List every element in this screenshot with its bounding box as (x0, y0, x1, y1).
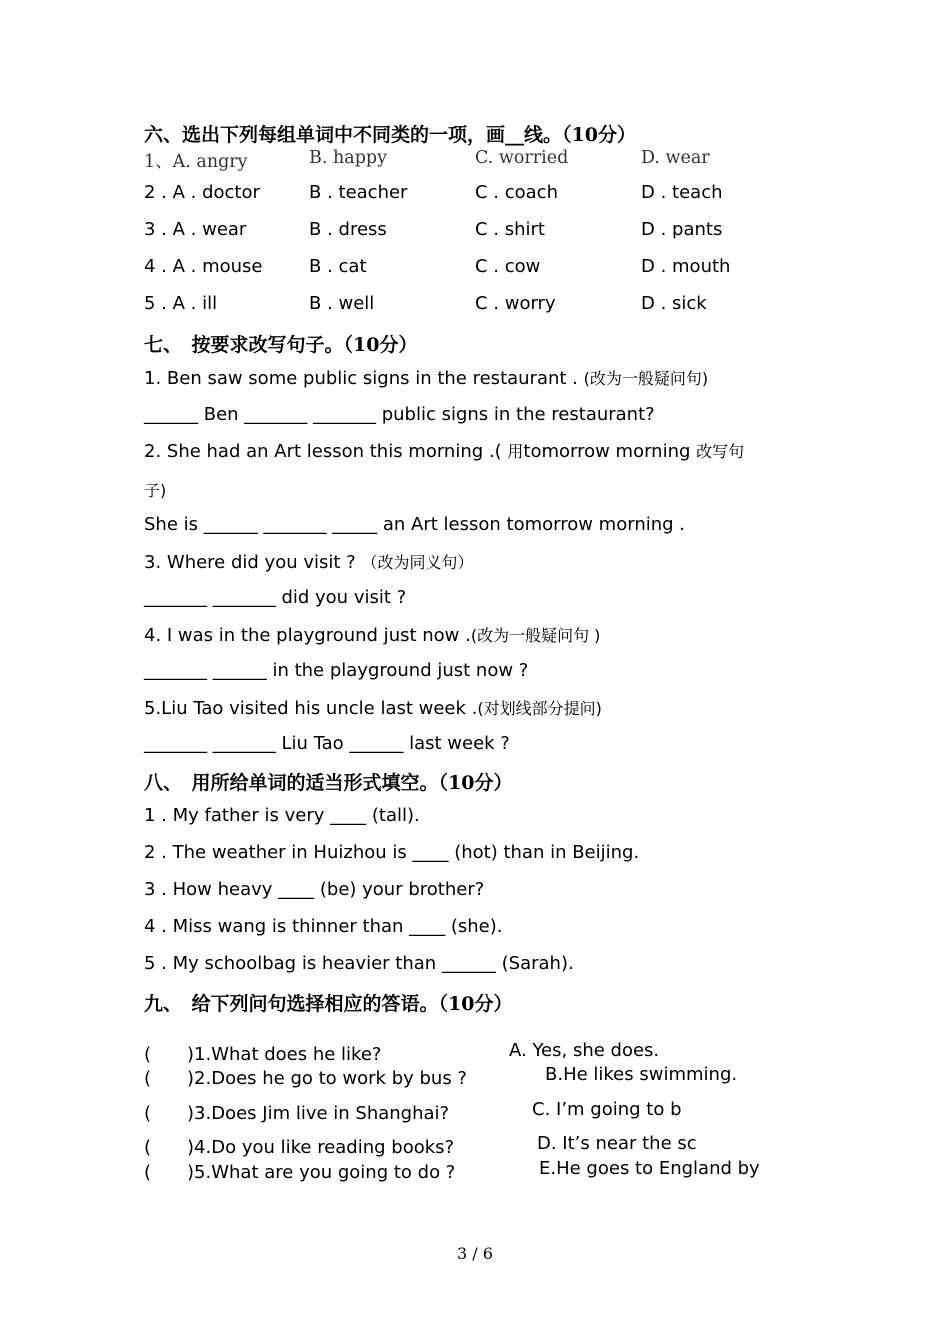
row5-option-c: C . worry (475, 293, 556, 314)
section9-question-3: ( )3.Does Jim live in Shanghai? (144, 1103, 450, 1124)
section8-item-5: 5 . My schoolbag is heavier than ______ (Sarah). (144, 953, 574, 974)
row4-option-b: B . cat (309, 256, 367, 277)
section7-answer-5: _______ _______ Liu Tao ______ last week ? (144, 733, 510, 754)
row4-option-a: 4 . A . mouse (144, 256, 263, 277)
question-3-text: 3. Where did you visit ? (144, 552, 362, 573)
section7-question-5 (144, 696, 602, 719)
section7-question-2 (144, 439, 744, 462)
section7-heading: 七、 按要求改写句子。（10分） (144, 334, 418, 356)
section8-item-4: 4 . Miss wang is thinner than ____ (she). (144, 916, 503, 937)
row3-option-b: B . dress (309, 219, 387, 240)
question-5-text: 5.Liu Tao visited his uncle last week . (144, 698, 478, 719)
row5-option-a: 5 . A . ill (144, 293, 218, 314)
row2-option-c: C . coach (475, 182, 558, 203)
row1-option-c: C. worried (475, 148, 569, 168)
question-2-note-b: 改写句 (696, 442, 745, 461)
section7-answer-3: _______ _______ did you visit ? (144, 587, 407, 608)
question-1-note: (改为一般疑问句) (583, 369, 709, 388)
row4-option-d: D . mouth (641, 256, 731, 277)
section8-item-2: 2 . The weather in Huizhou is ____ (hot) than in Beijing. (144, 842, 640, 863)
row1-option-d: D. wear (641, 148, 710, 168)
section9-answer-c: C. I’m going to b (532, 1099, 682, 1120)
section6-heading: 六、选出下列每组单词中不同类的一项，画__线。（10分） (144, 124, 636, 146)
section9-answer-e: E.He goes to England by (539, 1158, 760, 1179)
page-number: 3 / 6 (457, 1244, 493, 1263)
question-4-text: 4. I was in the playground just now . (144, 625, 471, 646)
row5-option-d: D . sick (641, 293, 707, 314)
section8-item-3: 3 . How heavy ____ (be) your brother? (144, 879, 485, 900)
question-1-text: 1. Ben saw some public signs in the restaurant . (144, 368, 584, 389)
section9-answer-d: D. It’s near the sc (537, 1133, 697, 1154)
row1-option-a: 1、A. angry (144, 152, 248, 172)
row5-option-b: B . well (309, 293, 375, 314)
section8-heading: 八、 用所给单词的适当形式填空。（10分） (144, 772, 513, 794)
section7-question-4 (144, 623, 600, 646)
section9-question-2: ( )2.Does he go to work by bus ? (144, 1068, 467, 1089)
question-4-note: (改为一般疑问句 ) (470, 626, 601, 645)
question-3-note: （改为同义句） (361, 553, 474, 572)
section9-question-4: ( )4.Do you like reading books? (144, 1137, 455, 1158)
section9-question-5: ( )5.What are you going to do ? (144, 1162, 456, 1183)
question-2-note-a: 用 (507, 442, 524, 461)
section9-answer-b: B.He likes swimming. (545, 1064, 738, 1085)
row1-option-b: B. happy (309, 148, 387, 168)
row3-option-a: 3 . A . wear (144, 219, 247, 240)
row4-option-c: C . cow (475, 256, 541, 277)
question-5-note: (对划线部分提问) (477, 699, 602, 718)
row3-option-d: D . pants (641, 219, 723, 240)
section7-question-3 (144, 550, 473, 573)
section9-question-1: ( )1.What does he like? (144, 1044, 382, 1065)
row2-option-a: 2 . A . doctor (144, 182, 260, 203)
question-2-mid: tomorrow morning (523, 441, 697, 462)
section7-question-1 (144, 366, 708, 389)
section7-answer-2: She is ______ _______ _____ an Art lesson tomorrow morning . (144, 514, 686, 535)
row2-option-b: B . teacher (309, 182, 408, 203)
section9-heading: 九、 给下列问句选择相应的答语。（10分） (144, 993, 513, 1015)
section7-answer-4: _______ ______ in the playground just now ? (144, 660, 529, 681)
question-2-continuation: 子) (144, 481, 167, 500)
section9-answer-a: A. Yes, she does. (509, 1040, 660, 1061)
section7-answer-1: ______ Ben _______ _______ public signs in the restaurant? (144, 404, 655, 425)
row2-option-d: D . teach (641, 182, 723, 203)
row3-option-c: C . shirt (475, 219, 545, 240)
section8-item-1: 1 . My father is very ____ (tall). (144, 805, 420, 826)
question-2-text: 2. She had an Art lesson this morning .( (144, 441, 508, 462)
